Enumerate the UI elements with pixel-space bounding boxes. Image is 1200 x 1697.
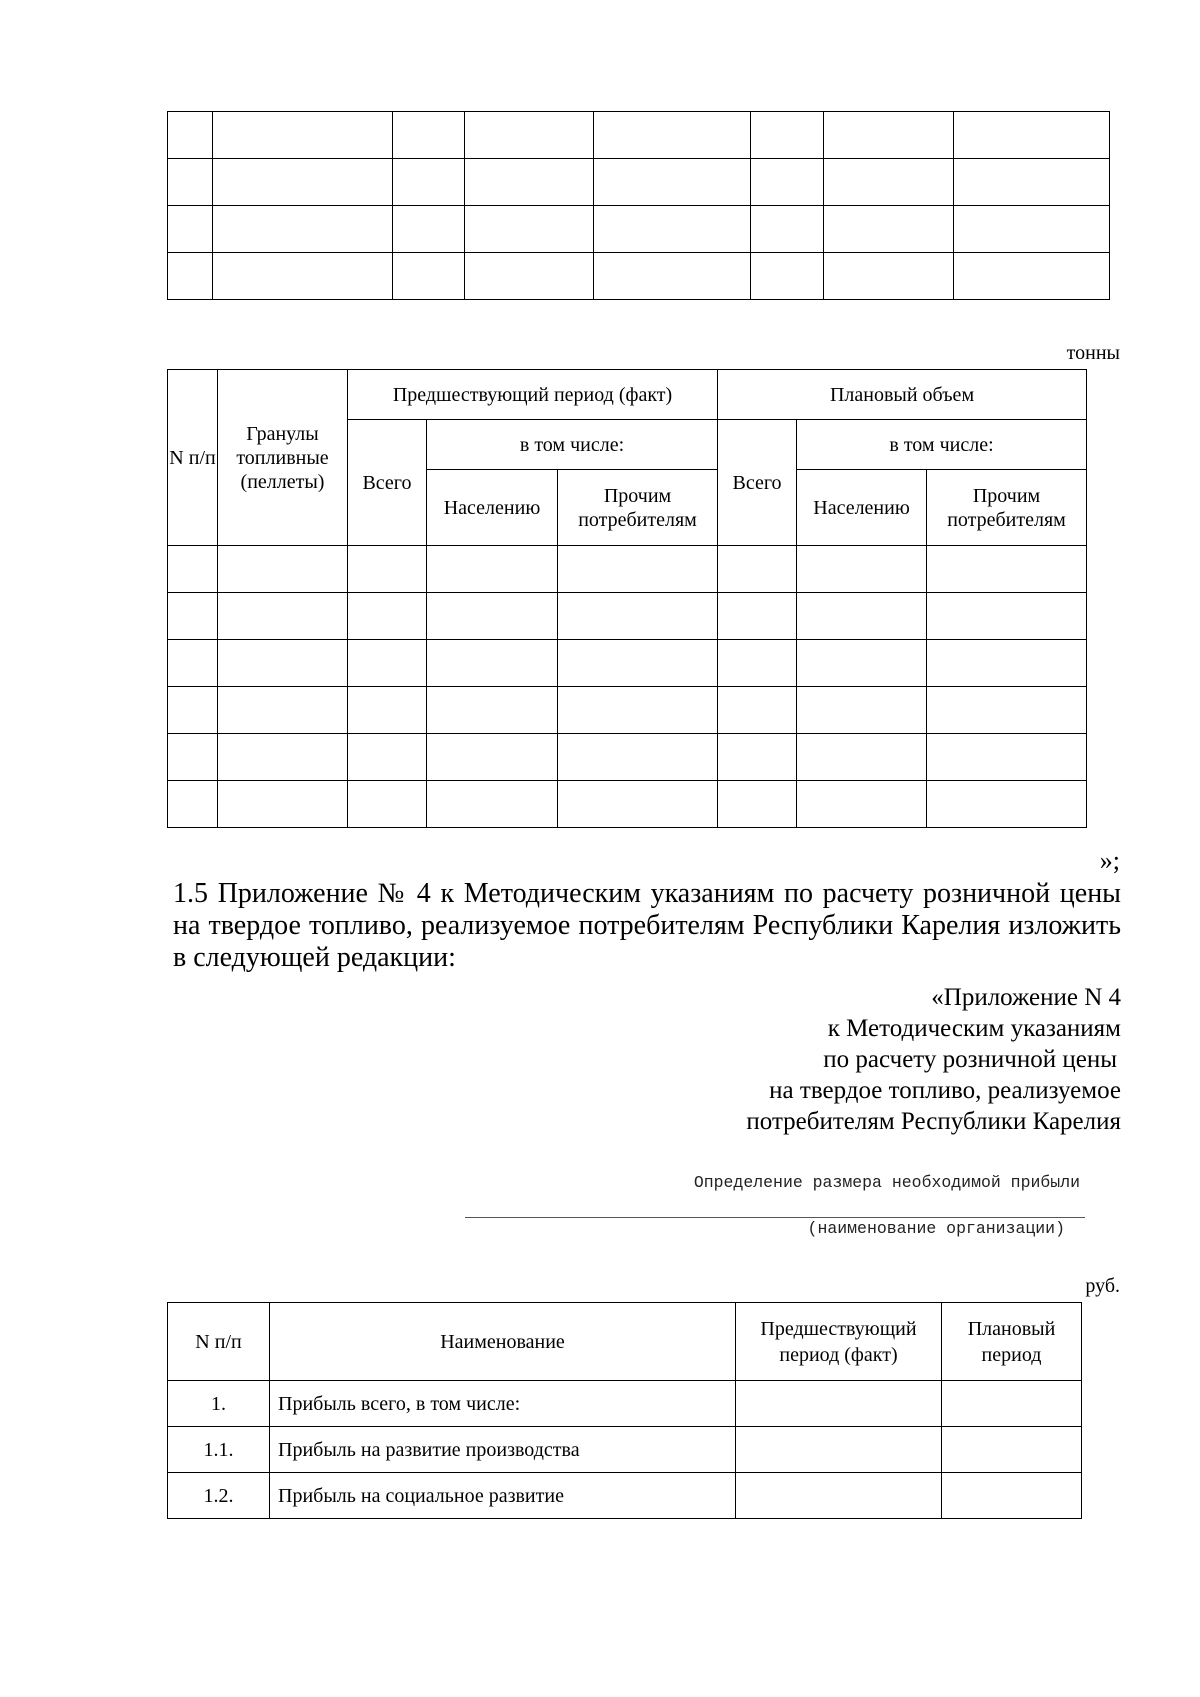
profit-row-plan-value: [942, 1381, 1082, 1427]
empty-cell: [168, 206, 213, 253]
pellets-cell: [427, 593, 558, 640]
empty-cell: [168, 159, 213, 206]
empty-cell: [751, 112, 824, 159]
header-prev-period: Предшествующий период (факт): [348, 370, 718, 420]
empty-cell: [168, 112, 213, 159]
org-name-caption: (наименование организации): [807, 1219, 1065, 1238]
pellets-row: [168, 593, 1087, 640]
profit-unit-label: руб.: [1085, 1275, 1120, 1297]
profit-header-name: Наименование: [270, 1303, 736, 1381]
profit-row-name: Прибыль на развитие производства: [270, 1427, 736, 1473]
empty-cell: [213, 253, 393, 300]
header-prev-total: Всего: [348, 420, 427, 546]
pellets-cell: [797, 734, 927, 781]
header-plan-other: Прочим потребителям: [927, 470, 1087, 546]
pellets-cell: [927, 781, 1087, 828]
pellets-cell: [797, 687, 927, 734]
header-plan-incl: в том числе:: [797, 420, 1087, 470]
profit-row-num: 1.1.: [168, 1427, 270, 1473]
profit-row-prev-value: [736, 1381, 942, 1427]
pellets-cell: [218, 640, 348, 687]
profit-row-name: Прибыль на социальное развитие: [270, 1473, 736, 1519]
empty-cell: [594, 206, 751, 253]
pellets-cell: [927, 593, 1087, 640]
pellets-cell: [797, 546, 927, 593]
pellets-cell: [218, 546, 348, 593]
empty-grid-row: [168, 112, 1110, 159]
empty-cell: [824, 206, 954, 253]
empty-cell: [393, 159, 465, 206]
pellets-cell: [168, 546, 218, 593]
empty-cell: [751, 206, 824, 253]
header-plan-volume: Плановый объем: [718, 370, 1087, 420]
profit-row: [168, 1381, 1082, 1427]
appendix-line-5: потребителям Республики Карелия: [746, 1108, 1121, 1135]
profit-row-name: Прибыль всего, в том числе:: [270, 1381, 736, 1427]
empty-cell: [465, 253, 594, 300]
pellets-cell: [718, 781, 797, 828]
empty-cell: [954, 253, 1110, 300]
profit-table: [167, 1302, 1082, 1519]
pellets-row: [168, 546, 1087, 593]
empty-cell: [954, 206, 1110, 253]
empty-cell: [954, 112, 1110, 159]
amendment-paragraph: 1.5 Приложение № 4 к Методическим указаниям по расчету розничной цены на твердое топливо, реализуемое потребителям Республики Карелия изложить в следующей редакции:: [173, 878, 1121, 973]
empty-cell: [393, 206, 465, 253]
pellets-cell: [558, 593, 718, 640]
empty-cell: [168, 253, 213, 300]
org-name-line: [465, 1217, 1085, 1218]
pellets-cell: [558, 546, 718, 593]
empty-cell: [594, 253, 751, 300]
profit-row-num: 1.: [168, 1381, 270, 1427]
pellets-cell: [427, 781, 558, 828]
pellets-cell: [348, 546, 427, 593]
empty-cell: [954, 159, 1110, 206]
pellets-cell: [927, 734, 1087, 781]
pellets-cell: [797, 593, 927, 640]
header-prev-other: Прочим потребителям: [558, 470, 718, 546]
pellets-cell: [168, 781, 218, 828]
appendix-line-3: по расчету розничной цены: [823, 1046, 1117, 1073]
pellets-cell: [168, 734, 218, 781]
empty-cell: [824, 112, 954, 159]
empty-cell: [594, 112, 751, 159]
empty-grid-row: [168, 159, 1110, 206]
pellets-cell: [797, 781, 927, 828]
empty-cell: [213, 159, 393, 206]
header-num: N п/п: [168, 370, 218, 546]
empty-cell: [465, 206, 594, 253]
appendix-line-2: к Методическим указаниям: [827, 1015, 1121, 1042]
pellets-cell: [348, 687, 427, 734]
empty-cell: [213, 206, 393, 253]
header-prev-incl: в том числе:: [427, 420, 718, 470]
appendix-line-4: на твердое топливо, реализуемое: [769, 1077, 1121, 1104]
profit-header-num: N п/п: [168, 1303, 270, 1381]
empty-grid-table: [167, 111, 1110, 300]
pellets-cell: [718, 640, 797, 687]
empty-cell: [824, 159, 954, 206]
pellets-cell: [168, 593, 218, 640]
empty-grid-row: [168, 206, 1110, 253]
pellets-cell: [427, 687, 558, 734]
profit-row-plan-value: [942, 1427, 1082, 1473]
profit-row-num: 1.2.: [168, 1473, 270, 1519]
closing-quote: »;: [1099, 846, 1120, 875]
pellets-cell: [168, 640, 218, 687]
pellets-cell: [348, 781, 427, 828]
header-plan-total: Всего: [718, 420, 797, 546]
profit-row-prev-value: [736, 1427, 942, 1473]
pellets-cell: [218, 734, 348, 781]
pellets-cell: [218, 687, 348, 734]
pellets-cell: [348, 593, 427, 640]
empty-cell: [393, 112, 465, 159]
empty-cell: [465, 159, 594, 206]
pellets-cell: [427, 640, 558, 687]
pellets-row: [168, 640, 1087, 687]
pellets-row: [168, 687, 1087, 734]
empty-cell: [751, 159, 824, 206]
pellets-cell: [168, 687, 218, 734]
pellets-cell: [927, 687, 1087, 734]
pellets-row: [168, 734, 1087, 781]
header-prev-population: Населению: [427, 470, 558, 546]
pellets-cell: [558, 781, 718, 828]
profit-row: [168, 1473, 1082, 1519]
pellets-cell: [797, 640, 927, 687]
profit-header-plan: Плановый период: [942, 1303, 1082, 1381]
pellets-cell: [718, 687, 797, 734]
profit-header-prev: Предшествующий период (факт): [736, 1303, 942, 1381]
empty-grid-row: [168, 253, 1110, 300]
pellets-cell: [348, 734, 427, 781]
pellets-cell: [927, 640, 1087, 687]
profit-row-plan-value: [942, 1473, 1082, 1519]
pellets-cell: [718, 546, 797, 593]
pellets-cell: [218, 781, 348, 828]
pellets-cell: [427, 546, 558, 593]
pellets-cell: [558, 687, 718, 734]
header-plan-population: Населению: [797, 470, 927, 546]
empty-cell: [465, 112, 594, 159]
empty-cell: [393, 253, 465, 300]
appendix-line-1: «Приложение N 4: [931, 984, 1121, 1011]
empty-cell: [594, 159, 751, 206]
profit-title: Определение размера необходимой прибыли: [693, 1173, 1080, 1192]
pellets-cell: [558, 734, 718, 781]
pellets-row: [168, 781, 1087, 828]
pellets-unit-label: тонны: [1066, 342, 1120, 364]
empty-cell: [213, 112, 393, 159]
profit-row-prev-value: [736, 1473, 942, 1519]
pellets-cell: [348, 640, 427, 687]
empty-cell: [824, 253, 954, 300]
pellets-cell: [927, 546, 1087, 593]
pellets-cell: [218, 593, 348, 640]
pellets-cell: [558, 640, 718, 687]
pellets-table: [167, 369, 1087, 828]
pellets-cell: [718, 593, 797, 640]
profit-row: [168, 1427, 1082, 1473]
pellets-cell: [718, 734, 797, 781]
appendix-heading: [600, 982, 1121, 1137]
pellets-cell: [427, 734, 558, 781]
header-pellets: Гранулы топливные (пеллеты): [218, 370, 348, 546]
empty-cell: [751, 253, 824, 300]
